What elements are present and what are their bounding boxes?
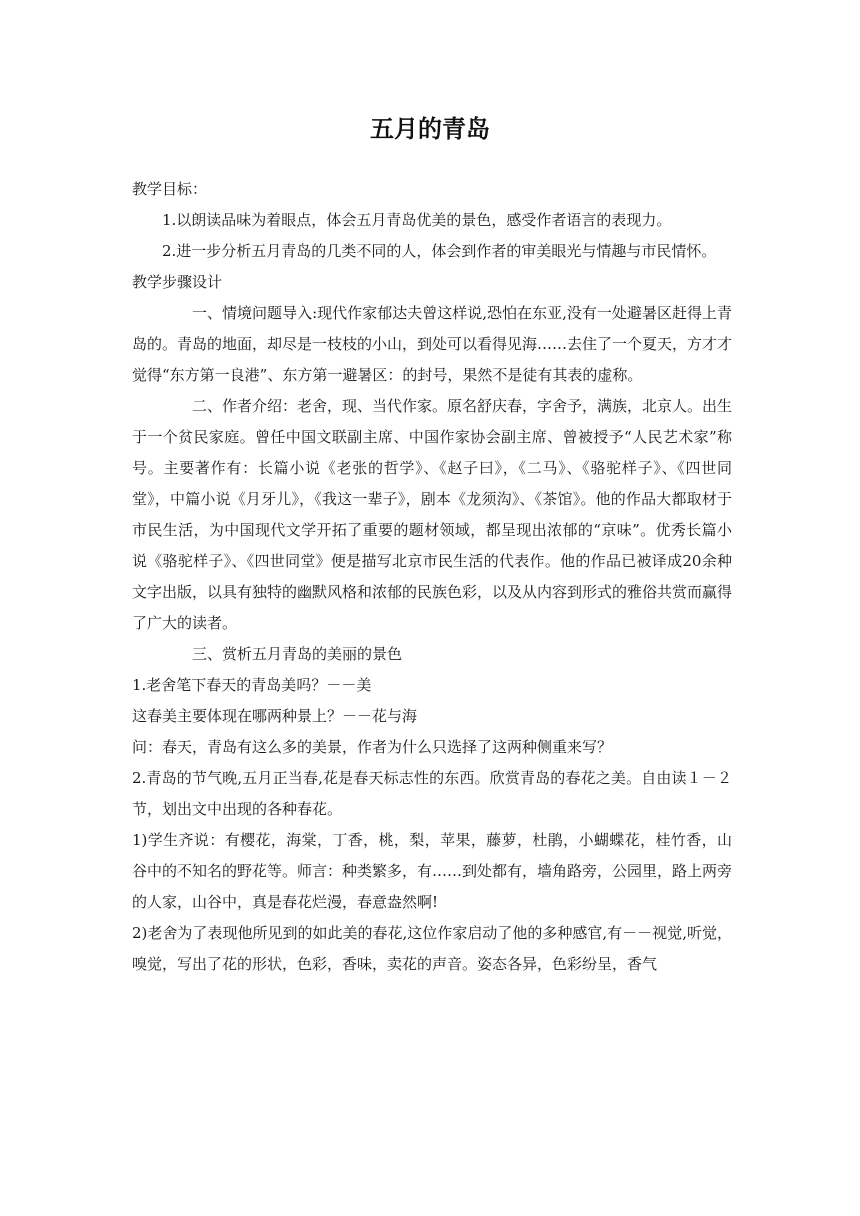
paragraph: 1.老舍笔下春天的青岛美吗？－－美 bbox=[132, 676, 372, 694]
paragraph: 1.以朗读品味为着眼点，体会五月青岛优美的景色，感受作者语言的表现力。 bbox=[162, 211, 672, 229]
paragraph: 2.进一步分析五月青岛的几类不同的人，体会到作者的审美眼光与情趣与市民情怀。 bbox=[162, 242, 717, 260]
paragraph: 教学步骤设计 bbox=[132, 273, 223, 291]
paragraph: 问：春天，青岛有这么多的美景，作者为什么只选择了这两种侧重来写？ bbox=[132, 738, 613, 756]
paragraph: 2)老舍为了表现他所见到的如此美的春花,这位作家启动了他的多种感官,有－－视觉,听觉，嗅觉，写出了花的形状，色彩，香味，卖花的声音。姿态各异，色彩纷呈，香气 bbox=[132, 924, 732, 973]
paragraph: 二、作者介绍：老舍，现、当代作家。原名舒庆春，字舍予，满族，北京人。出生于一个贫民家庭。曾任中国文联副主席、中国作家协会副主席、曾被授予“人民艺术家”称号。主要著作有：长篇小说《老张的哲学》、《赵子曰》，《二马》、《骆驼样子》、《四世同堂》，中篇小说《月牙儿》，《我这一辈子》，剧本《龙须沟》、《茶馆》。他的作品大都取材于市民生活，为中国现代文学开拓了重要的题材领域，都呈现出浓郁的“京味”。优秀长篇小说《骆驼样子》、《四世同堂》便是描写北京市民生活的代表作。他的作品已被译成20余种文字出版，以具有独特的幽默风格和浓郁的民族色彩，以及从内容到形式的雅俗共赏而赢得了广大的读者。 bbox=[132, 397, 733, 632]
paragraph: 这春美主要体现在哪两种景上？－－花与海 bbox=[132, 707, 418, 725]
paragraph: 教学目标： bbox=[132, 180, 208, 198]
paragraph: 三、赏析五月青岛的美丽的景色 bbox=[192, 645, 403, 663]
document-title: 五月的青岛 bbox=[370, 115, 490, 143]
document-body bbox=[132, 174, 732, 980]
paragraph: 1)学生齐说：有樱花，海棠，丁香，桃，梨，苹果，藤萝，杜鹃，小蝴蝶花，桂竹香，山谷中的不知名的野花等。师言：种类繁多，有……到处都有，墙角路旁，公园里，路上两旁的人家，山谷中，真是春花烂漫，春意盎然啊! bbox=[132, 831, 733, 911]
paragraph: 一、情境问题导入:现代作家郁达夫曾这样说,恐怕在东亚,没有一处避暑区赶得上青岛的。青岛的地面，却尽是一枝枝的小山，到处可以看得见海……去住了一个夏天，方才才觉得“东方第一良港”、东方第一避暑区：的封号，果然不是徒有其表的虚称。 bbox=[132, 304, 733, 384]
paragraph: 2.青岛的节气晚,五月正当春,花是春天标志性的东西。欣赏青岛的春花之美。自由读１－２节，划出文中出现的各种春花。 bbox=[132, 769, 732, 818]
